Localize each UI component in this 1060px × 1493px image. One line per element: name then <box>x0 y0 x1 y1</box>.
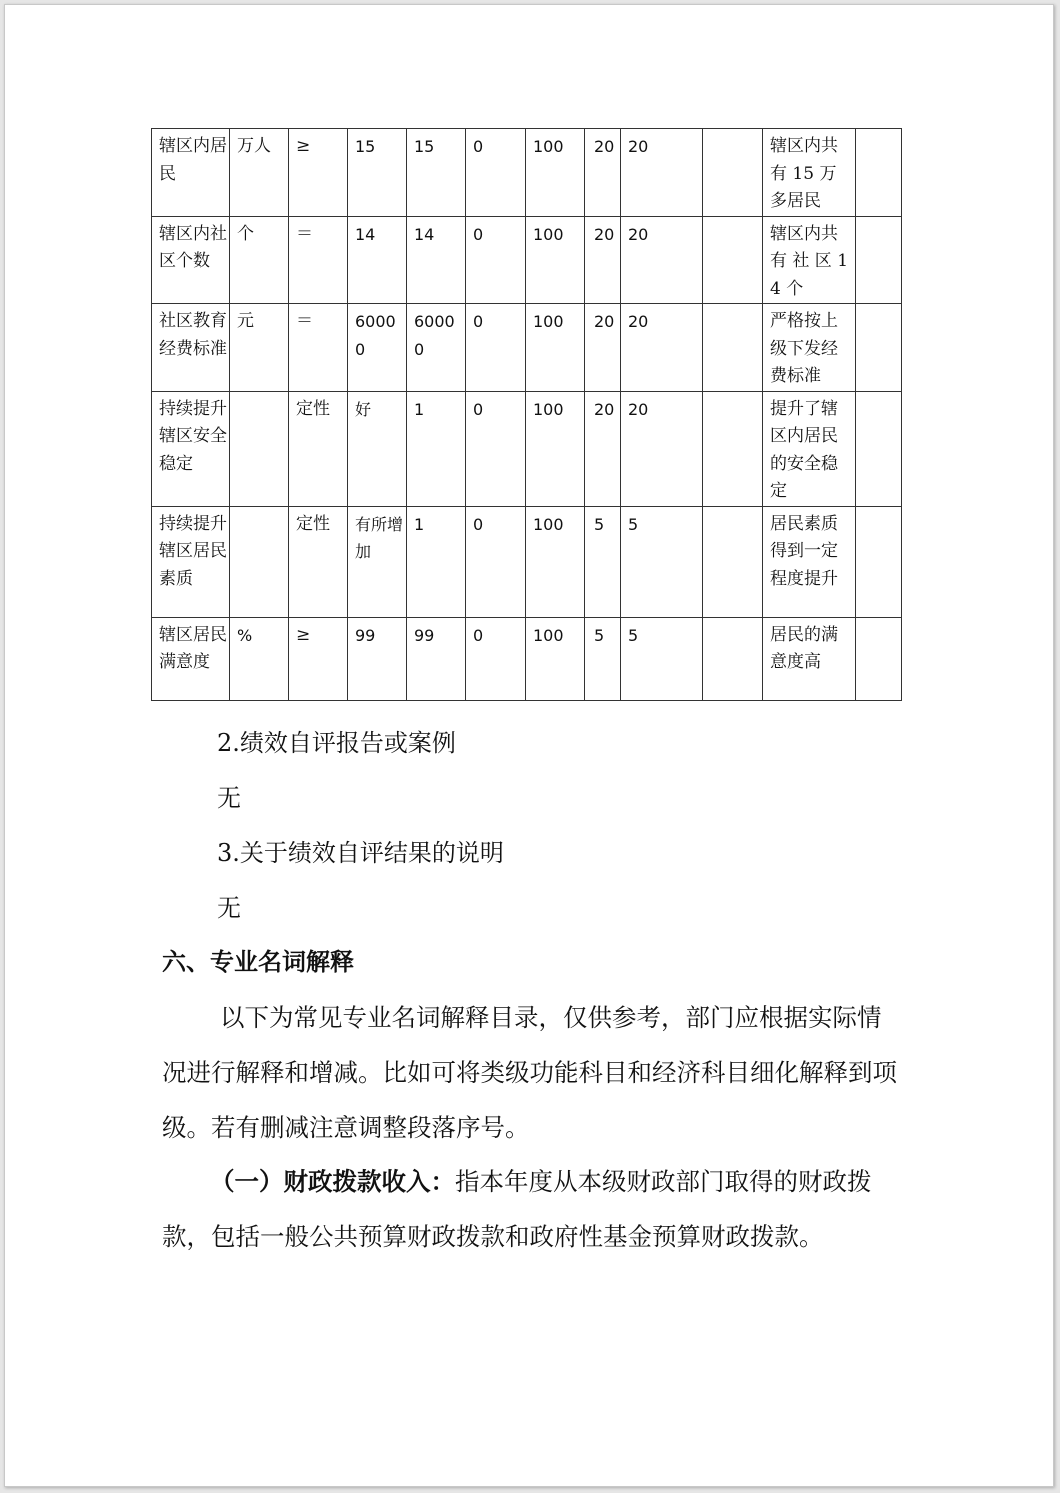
cell-target-value: 15 <box>348 129 407 217</box>
cell-target-value: 14 <box>348 216 407 304</box>
cell-actual-value: 1 <box>407 506 466 617</box>
cell-operator: 定性 <box>289 391 348 506</box>
table-row <box>152 129 902 217</box>
cell-weight: 5 <box>585 617 621 700</box>
section-3-title: 3.关于绩效自评结果的说明 <box>217 839 504 867</box>
cell-actual-value: 1 <box>407 391 466 506</box>
cell-remark: 辖区内共有 社 区 14 个 <box>763 216 856 304</box>
cell-remark: 居民素质得到一定程度提升 <box>763 506 856 617</box>
cell-value-col-6: 0 <box>466 304 526 392</box>
term-1-text: 指本年度从本级财政部门取得的财政拨款，包括一般公共预算财政拨款和政府性基金预算财政拨款。 <box>162 1167 872 1251</box>
cell-actual-value: 60000 <box>407 304 466 392</box>
cell-extra <box>856 506 902 617</box>
cell-deviation <box>703 617 763 700</box>
section-3-body: 无 <box>217 894 241 922</box>
section-2-body: 无 <box>217 784 241 812</box>
table-row <box>152 506 902 617</box>
cell-remark: 提升了辖区内居民的安全稳定 <box>763 391 856 506</box>
section-6-heading: 六、专业名词解释 <box>162 947 354 976</box>
cell-remark: 辖区内共有 15 万多居民 <box>763 129 856 217</box>
table-row <box>152 391 902 506</box>
cell-indicator-name: 辖区内社区个数 <box>152 216 230 304</box>
table-row <box>152 216 902 304</box>
cell-remark: 严格按上级下发经费标准 <box>763 304 856 392</box>
cell-indicator-name: 社区教育经费标准 <box>152 304 230 392</box>
cell-unit <box>230 391 289 506</box>
cell-unit: % <box>230 617 289 700</box>
cell-value-col-7: 100 <box>526 391 585 506</box>
cell-extra <box>856 391 902 506</box>
cell-weight: 20 <box>585 216 621 304</box>
cell-value-col-7: 100 <box>526 304 585 392</box>
cell-unit: 个 <box>230 216 289 304</box>
cell-actual-value: 15 <box>407 129 466 217</box>
cell-score: 20 <box>621 129 703 217</box>
cell-actual-value: 99 <box>407 617 466 700</box>
cell-extra <box>856 304 902 392</box>
cell-operator: ＝ <box>289 304 348 392</box>
cell-indicator-name: 持续提升辖区居民素质 <box>152 506 230 617</box>
cell-deviation <box>703 129 763 217</box>
cell-operator: ≥ <box>289 129 348 217</box>
cell-value-col-6: 0 <box>466 617 526 700</box>
cell-deviation <box>703 506 763 617</box>
cell-extra <box>856 216 902 304</box>
table-row <box>152 617 902 700</box>
cell-value-col-7: 100 <box>526 129 585 217</box>
cell-operator: ≥ <box>289 617 348 700</box>
section-2-title: 2.绩效自评报告或案例 <box>217 729 456 757</box>
cell-weight: 20 <box>585 304 621 392</box>
cell-score: 20 <box>621 216 703 304</box>
term-1-paragraph <box>162 1154 902 1264</box>
cell-score: 20 <box>621 304 703 392</box>
cell-value-col-7: 100 <box>526 506 585 617</box>
cell-value-col-7: 100 <box>526 617 585 700</box>
cell-unit: 万人 <box>230 129 289 217</box>
cell-operator: ＝ <box>289 216 348 304</box>
intro-paragraph <box>162 990 902 1155</box>
cell-extra <box>856 129 902 217</box>
cell-target-value: 99 <box>348 617 407 700</box>
cell-indicator-name: 辖区居民满意度 <box>152 617 230 700</box>
cell-actual-value: 14 <box>407 216 466 304</box>
cell-extra <box>856 617 902 700</box>
cell-weight: 20 <box>585 391 621 506</box>
cell-deviation <box>703 304 763 392</box>
cell-value-col-6: 0 <box>466 129 526 217</box>
cell-unit <box>230 506 289 617</box>
cell-deviation <box>703 216 763 304</box>
cell-value-col-7: 100 <box>526 216 585 304</box>
table-row <box>152 304 902 392</box>
cell-score: 5 <box>621 617 703 700</box>
cell-target-value: 60000 <box>348 304 407 392</box>
performance-indicator-table <box>151 128 902 701</box>
cell-indicator-name: 辖区内居民 <box>152 129 230 217</box>
cell-score: 20 <box>621 391 703 506</box>
cell-remark: 居民的满意度高 <box>763 617 856 700</box>
cell-indicator-name: 持续提升辖区安全稳定 <box>152 391 230 506</box>
cell-weight: 20 <box>585 129 621 217</box>
cell-value-col-6: 0 <box>466 216 526 304</box>
cell-target-value: 好 <box>348 391 407 506</box>
cell-operator: 定性 <box>289 506 348 617</box>
cell-score: 5 <box>621 506 703 617</box>
intro-text: 以下为常见专业名词解释目录，仅供参考，部门应根据实际情况进行解释和增减。比如可将类级功能科目和经济科目细化解释到项级。若有删减注意调整段落序号。 <box>162 1003 897 1142</box>
cell-deviation <box>703 391 763 506</box>
cell-target-value: 有所增加 <box>348 506 407 617</box>
cell-weight: 5 <box>585 506 621 617</box>
cell-value-col-6: 0 <box>466 391 526 506</box>
term-1-label: （一）财政拨款收入： <box>210 1167 455 1196</box>
cell-value-col-6: 0 <box>466 506 526 617</box>
cell-unit: 元 <box>230 304 289 392</box>
